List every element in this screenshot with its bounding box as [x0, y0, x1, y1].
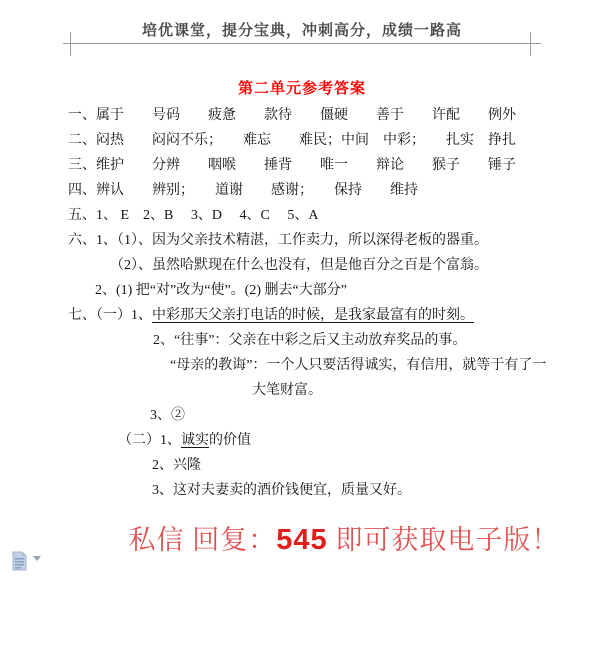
page-title: 第二单元参考答案 [237, 81, 366, 97]
promo-suffix: 即可获取电子版！ [327, 525, 560, 555]
paste-options-widget[interactable] [11, 551, 41, 576]
answer-segment: 二、闷热 闷闷不乐； 难忘 难民；中间 中彩； 扎实 挣扎 [68, 133, 516, 148]
document-header [0, 19, 604, 40]
answer-line [68, 178, 588, 203]
answer-segment: 3、这对夫妻卖的酒价钱便宜，质量又好。 [152, 483, 411, 498]
answer-line [68, 353, 588, 378]
answer-line [68, 278, 588, 303]
answer-segment: 的价值 [209, 433, 251, 448]
answer-segment: 2、“往事”：父亲在中彩之后又主动放弃奖品的事。 [153, 333, 467, 348]
answer-line [68, 478, 588, 503]
dropdown-arrow-icon[interactable] [33, 556, 41, 561]
answer-segment: 六、1、（1）、因为父亲技术精湛，工作卖力，所以深得老板的器重。 [68, 233, 488, 248]
promo-code: 545 [276, 524, 328, 556]
answer-segment: （2）、虽然哈默现在什么也没有，但是他百分之百是个富翁。 [110, 258, 488, 273]
answer-line [68, 103, 588, 128]
answer-line [68, 453, 588, 478]
answer-line [68, 428, 588, 453]
promo-banner [42, 518, 604, 557]
header-rule [63, 43, 541, 44]
answer-line [68, 228, 588, 253]
answers-list [68, 103, 588, 503]
margin-crop-mark-left [70, 32, 71, 56]
answer-line [68, 253, 588, 278]
answer-segment: 2、(1) 把“对”改为“使”。(2) 删去“大部分” [95, 283, 347, 298]
answer-segment: 3、② [150, 408, 185, 423]
answer-segment: 大笔财富。 [252, 383, 322, 398]
answer-segment: 诚实 [181, 433, 209, 448]
answer-line [68, 128, 588, 153]
answer-segment: “母亲的教诲”：一个人只要活得诚实，有信用，就等于有了一 [170, 358, 547, 373]
margin-crop-mark-right [530, 32, 531, 56]
answer-segment: 四、辨认 辨别； 道谢 感谢； 保持 维持 [68, 183, 418, 198]
answer-segment: 三、维护 分辨 咽喉 捶背 唯一 辩论 猴子 锤子 [68, 158, 516, 173]
answer-segment: 2、兴隆 [152, 458, 201, 473]
answer-segment: 中彩那天父亲打电话的时候，是我家最富有的时刻。 [152, 308, 474, 323]
answer-segment: （二）1、 [118, 433, 181, 448]
answer-segment: 七、（一）1、 [68, 308, 152, 323]
answer-line [68, 153, 588, 178]
answer-segment: 一、属于 号码 疲惫 款待 僵硬 善于 许配 例外 [68, 108, 516, 123]
answer-line [68, 303, 588, 328]
answer-line [68, 378, 588, 403]
answer-line [68, 203, 588, 228]
header-slogan: 培优课堂，提分宝典，冲刺高分，成绩一路高 [141, 23, 462, 39]
answer-segment: 五、1、 E 2、B 3、D 4、C 5、A [68, 208, 319, 223]
answer-line [68, 403, 588, 428]
promo-prefix: 私信 回复： [128, 525, 277, 555]
answer-line [68, 328, 588, 353]
paste-options-icon[interactable] [11, 551, 28, 576]
